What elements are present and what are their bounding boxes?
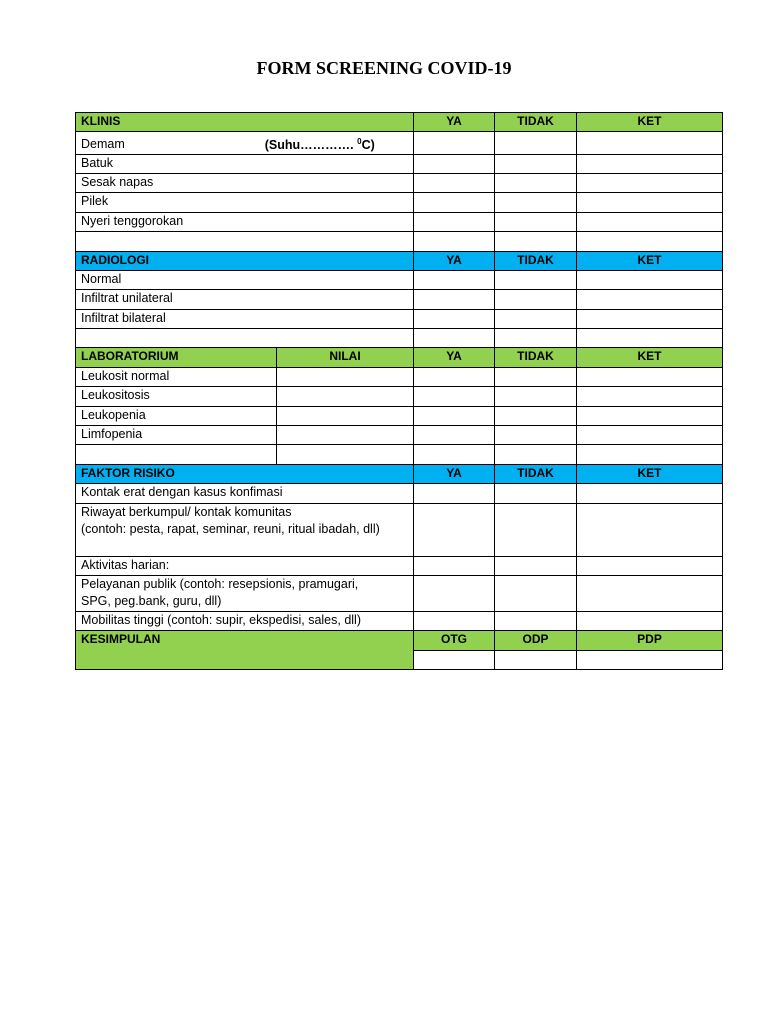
ya-cell[interactable]: [414, 611, 495, 630]
table-row: [76, 556, 723, 575]
risiko-item-line: (contoh: pesta, rapat, seminar, reuni, ritual ibadah, dll): [81, 521, 380, 536]
table-row: [76, 212, 723, 231]
faktor-risiko-header: FAKTOR RISIKO: [76, 464, 414, 483]
ya-cell[interactable]: [414, 426, 495, 445]
ket-header: KET: [577, 464, 723, 483]
ket-cell[interactable]: [577, 503, 723, 556]
laboratorium-header-row: [76, 348, 723, 367]
klinis-item: Batuk: [76, 154, 414, 173]
ket-cell[interactable]: [577, 575, 723, 611]
ya-cell[interactable]: [414, 484, 495, 503]
ya-cell[interactable]: [414, 154, 495, 173]
tidak-cell[interactable]: [495, 484, 577, 503]
table-row: [76, 484, 723, 503]
pdp-header: PDP: [577, 631, 723, 650]
ket-cell[interactable]: [577, 406, 723, 425]
ket-header: KET: [577, 251, 723, 270]
risiko-item-line: SPG, peg.bank, guru, dll): [81, 593, 222, 608]
nilai-cell[interactable]: [277, 426, 414, 445]
blank-row: [76, 445, 723, 464]
ya-cell[interactable]: [414, 173, 495, 192]
ya-header: YA: [414, 464, 495, 483]
tidak-header: TIDAK: [495, 348, 577, 367]
tidak-cell[interactable]: [495, 426, 577, 445]
table-row: [76, 575, 723, 611]
nilai-cell[interactable]: [277, 387, 414, 406]
table-row: [76, 503, 723, 556]
faktor-risiko-header-row: [76, 464, 723, 483]
ket-cell[interactable]: [577, 154, 723, 173]
ket-cell[interactable]: [577, 329, 723, 348]
table-row: [76, 173, 723, 192]
suhu-unit: C): [361, 137, 375, 152]
risiko-item: [76, 575, 414, 611]
nilai-cell[interactable]: [277, 367, 414, 386]
ya-cell[interactable]: [414, 309, 495, 328]
nilai-cell[interactable]: [277, 406, 414, 425]
ya-cell[interactable]: [414, 132, 495, 154]
page-title: FORM SCREENING COVID-19: [256, 58, 512, 78]
table-row: [76, 309, 723, 328]
klinis-item: Nyeri tenggorokan: [76, 212, 414, 231]
lab-item: Leukosit normal: [76, 367, 277, 386]
table-row: [76, 132, 723, 154]
ket-cell[interactable]: [577, 232, 723, 251]
ket-cell[interactable]: [577, 387, 723, 406]
tidak-cell[interactable]: [495, 173, 577, 192]
tidak-header: TIDAK: [495, 464, 577, 483]
table-row: [76, 290, 723, 309]
suhu-prefix: (Suhu………….: [264, 137, 354, 152]
radiologi-item: Normal: [76, 270, 414, 289]
tidak-cell[interactable]: [495, 232, 577, 251]
ket-cell[interactable]: [577, 270, 723, 289]
ya-cell[interactable]: [414, 387, 495, 406]
otg-cell[interactable]: [414, 650, 495, 669]
risiko-item: Kontak erat dengan kasus konfimasi: [76, 484, 414, 503]
ya-cell[interactable]: [414, 270, 495, 289]
ket-cell[interactable]: [577, 445, 723, 464]
table-row: [76, 270, 723, 289]
ket-header: KET: [577, 348, 723, 367]
nilai-cell[interactable]: [277, 445, 414, 464]
ket-cell[interactable]: [577, 212, 723, 231]
tidak-cell[interactable]: [495, 503, 577, 556]
risiko-item: Mobilitas tinggi (contoh: supir, ekspedisi, sales, dll): [76, 611, 414, 630]
klinis-item: Sesak napas: [76, 173, 414, 192]
tidak-cell[interactable]: [495, 445, 577, 464]
table-row: [76, 367, 723, 386]
demam-label: [76, 132, 414, 154]
ya-cell[interactable]: [414, 503, 495, 556]
tidak-cell[interactable]: [495, 387, 577, 406]
ket-cell[interactable]: [577, 367, 723, 386]
ket-cell[interactable]: [577, 556, 723, 575]
radiologi-item: Infiltrat bilateral: [76, 309, 414, 328]
blank-row: [76, 329, 723, 348]
ya-cell[interactable]: [414, 212, 495, 231]
ya-cell[interactable]: [414, 193, 495, 212]
otg-header: OTG: [414, 631, 495, 650]
radiologi-item: Infiltrat unilateral: [76, 290, 414, 309]
ket-cell[interactable]: [577, 484, 723, 503]
kesimpulan-header: KESIMPULAN: [76, 631, 414, 670]
table-row: [76, 193, 723, 212]
demam-text: Demam: [81, 137, 125, 152]
table-row: [76, 426, 723, 445]
klinis-item: Pilek: [76, 193, 414, 212]
lab-item: Leukopenia: [76, 406, 277, 425]
tidak-cell[interactable]: [495, 556, 577, 575]
klinis-header-row: [76, 113, 723, 132]
tidak-header: TIDAK: [495, 251, 577, 270]
tidak-cell[interactable]: [495, 309, 577, 328]
ya-cell[interactable]: [414, 556, 495, 575]
nilai-header: NILAI: [277, 348, 414, 367]
suhu-field[interactable]: [265, 138, 375, 152]
tidak-cell[interactable]: [495, 212, 577, 231]
ya-cell[interactable]: [414, 575, 495, 611]
ya-cell[interactable]: [414, 232, 495, 251]
tidak-cell[interactable]: [495, 367, 577, 386]
klinis-header: KLINIS: [76, 113, 414, 132]
radiologi-header-row: [76, 251, 723, 270]
table-row: [76, 611, 723, 630]
ya-cell[interactable]: [414, 290, 495, 309]
pdp-cell[interactable]: [577, 650, 723, 669]
table-row: [76, 154, 723, 173]
ket-cell[interactable]: [577, 132, 723, 154]
ya-cell[interactable]: [414, 367, 495, 386]
ya-header: YA: [414, 113, 495, 132]
ket-cell[interactable]: [577, 193, 723, 212]
risiko-item-line: Pelayanan publik (contoh: resepsionis, pramugari,: [81, 576, 359, 591]
ya-header: YA: [414, 348, 495, 367]
laboratorium-header: LABORATORIUM: [76, 348, 277, 367]
tidak-cell[interactable]: [495, 575, 577, 611]
screening-table: [75, 112, 723, 670]
radiologi-header: RADIOLOGI: [76, 251, 414, 270]
suhu-degree: 0: [357, 136, 362, 146]
tidak-cell[interactable]: [495, 193, 577, 212]
tidak-cell[interactable]: [495, 406, 577, 425]
ket-header: KET: [577, 113, 723, 132]
ya-cell[interactable]: [414, 406, 495, 425]
odp-cell[interactable]: [495, 650, 577, 669]
tidak-cell[interactable]: [495, 611, 577, 630]
table-row: [76, 387, 723, 406]
ket-cell[interactable]: [577, 309, 723, 328]
ya-header: YA: [414, 251, 495, 270]
risiko-item: Aktivitas harian:: [76, 556, 414, 575]
risiko-item: [76, 503, 414, 556]
odp-header: ODP: [495, 631, 577, 650]
tidak-cell[interactable]: [495, 290, 577, 309]
risiko-item-line: Riwayat berkumpul/ kontak komunitas: [81, 504, 292, 519]
ket-cell[interactable]: [577, 611, 723, 630]
kesimpulan-header-row: [76, 631, 723, 650]
ya-cell[interactable]: [414, 445, 495, 464]
blank-row: [76, 232, 723, 251]
tidak-cell[interactable]: [495, 154, 577, 173]
tidak-header: TIDAK: [495, 113, 577, 132]
blank-cell: [76, 329, 414, 348]
blank-cell: [76, 445, 277, 464]
tidak-cell[interactable]: [495, 329, 577, 348]
ya-cell[interactable]: [414, 329, 495, 348]
lab-item: Limfopenia: [76, 426, 277, 445]
tidak-cell[interactable]: [495, 132, 577, 154]
ket-cell[interactable]: [577, 173, 723, 192]
ket-cell[interactable]: [577, 290, 723, 309]
ket-cell[interactable]: [577, 426, 723, 445]
lab-item: Leukositosis: [76, 387, 277, 406]
blank-cell: [76, 232, 414, 251]
table-row: [76, 406, 723, 425]
tidak-cell[interactable]: [495, 270, 577, 289]
